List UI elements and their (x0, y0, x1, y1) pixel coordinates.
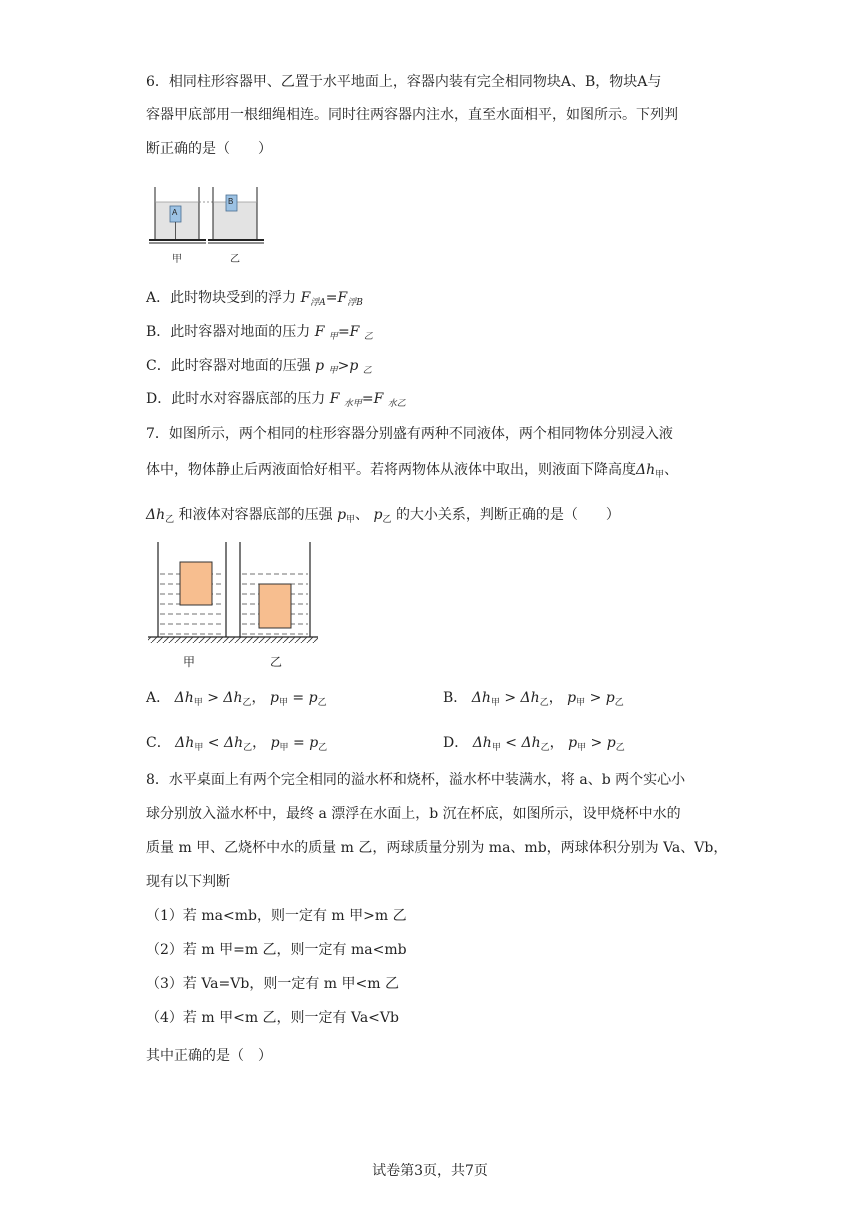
q6-option-b: B．此时容器对地面的压力 F $_甲$=F $_乙$ (146, 324, 373, 342)
q6-caption-left: 甲 (172, 254, 182, 265)
q7-line-2: 体中，物体静止后两液面恰好相平。若将两物体从液体中取出，则液面下降高度$\Delta h_甲$、 (146, 462, 679, 480)
q6-caption-right: 乙 (230, 254, 240, 265)
q7-option-b: B． $\Delta h_甲 > \Delta h_乙$， $p_甲 > p_乙$ (443, 690, 624, 708)
q8-item-2: （2）若 m 甲=m 乙，则一定有 ma<mb (146, 942, 407, 958)
q6-option-d: D．此时水对容器底部的压力 F $_{水甲}$=F $_{水乙}$ (146, 391, 406, 409)
q7-figure (146, 540, 322, 672)
q8-item-1: （1）若 ma<mb，则一定有 m 甲>m 乙 (146, 908, 407, 924)
q6-figure (146, 184, 266, 264)
q6-line-2: 容器甲底部用一根细绳相连。同时往两容器内注水，直至水面相平，如图所示。下列判 (146, 107, 678, 123)
q8-item-4: （4）若 m 甲<m 乙，则一定有 Va<Vb (146, 1010, 399, 1026)
q7-caption-right: 乙 (270, 655, 283, 669)
q6-line-3: 断正确的是（ ） (146, 141, 272, 157)
q6-block-b-label: B (228, 197, 234, 206)
q6-option-c: C．此时容器对地面的压强 p $_甲$>p $_乙$ (146, 358, 372, 376)
q6-block-a-label: A (172, 208, 178, 217)
q7-caption-left: 甲 (183, 655, 196, 669)
q7-line-3: $\Delta h_乙$ 和液体对容器底部的压强 $p_甲$、 $p_乙$ 的大小关系，判断正确的是（ ） (146, 507, 620, 525)
q8-item-3: （3）若 Va=Vb，则一定有 m 甲<m 乙 (146, 976, 399, 992)
q7-option-a: A． $\Delta h_甲 > \Delta h_乙$， $p_甲 = p_乙$ (146, 690, 327, 708)
q8-line-3: 质量 m 甲、乙烧杯中水的质量 m 乙，两球质量分别为 ma、mb，两球体积分别为 Va、Vb， (146, 840, 728, 856)
q8-closing: 其中正确的是（ ） (146, 1048, 272, 1064)
q8-line-1: 8．水平桌面上有两个完全相同的溢水杯和烧杯，溢水杯中装满水，将 a、b 两个实心小 (146, 772, 686, 788)
q7-option-c: C． $\Delta h_甲 < \Delta h_乙$， $p_甲 = p_乙$ (146, 735, 328, 753)
page-footer: 试卷第3页，共7页 (372, 1163, 488, 1179)
q6-line-1: 6．相同柱形容器甲、乙置于水平地面上，容器内装有完全相同物块A、B，物块A与 (146, 74, 662, 90)
q7-option-d: D． $\Delta h_甲 < \Delta h_乙$， $p_甲 > p_乙$ (443, 735, 625, 753)
q7-line-1: 7．如图所示，两个相同的柱形容器分别盛有两种不同液体，两个相同物体分别浸入液 (146, 426, 673, 442)
q6-option-a: A．此时物块受到的浮力 $F_{浮A}=F_{浮B}$ (146, 290, 363, 308)
q8-line-2: 球分别放入溢水杯中，最终 a 漂浮在水面上，b 沉在杯底，如图所示，设甲烧杯中水的 (146, 806, 681, 822)
q8-line-4: 现有以下判断 (146, 874, 230, 890)
